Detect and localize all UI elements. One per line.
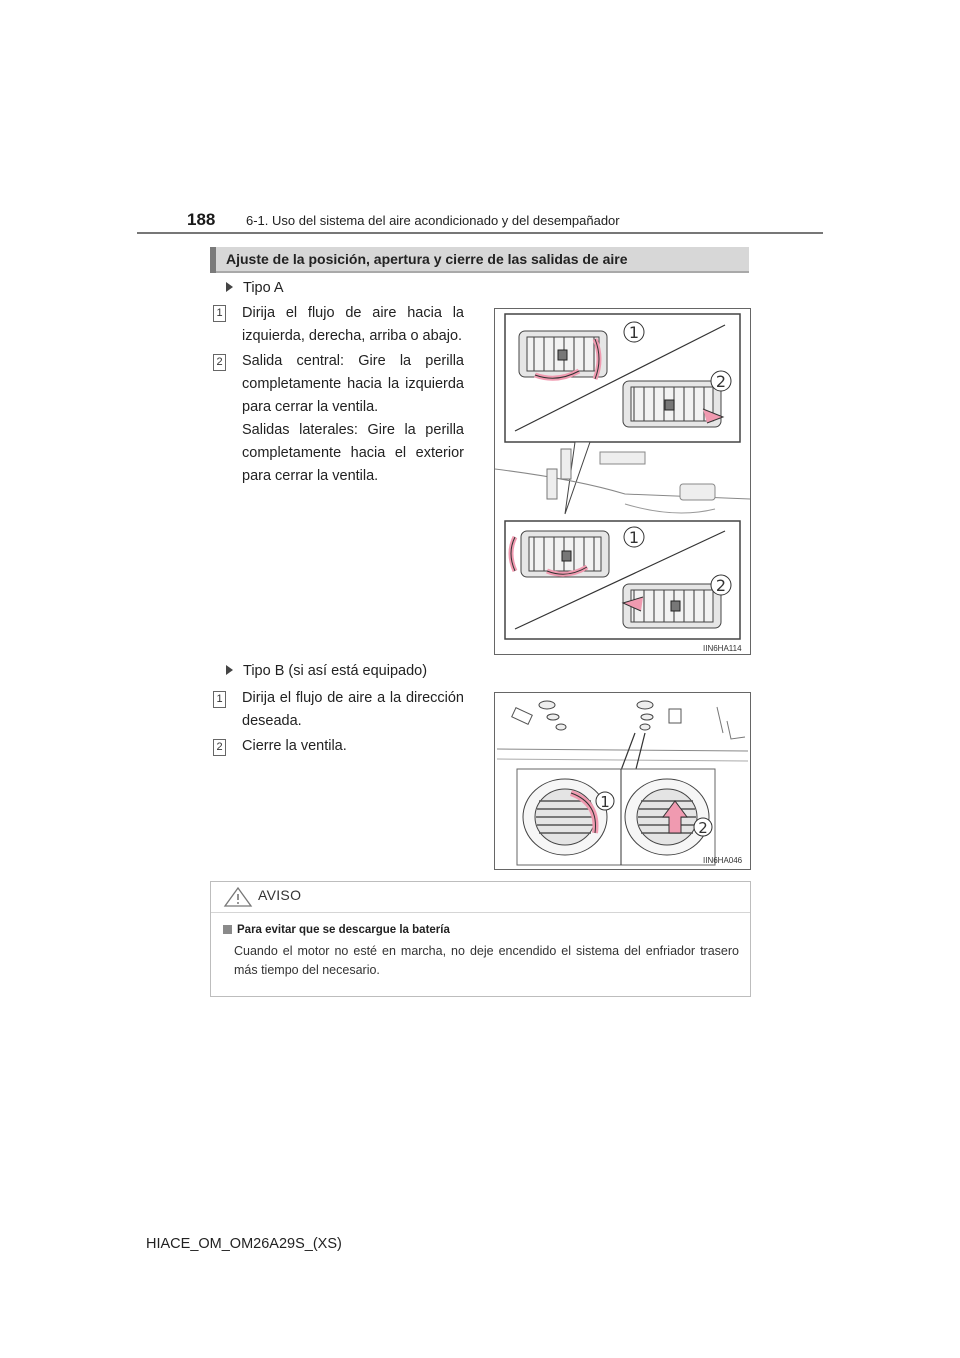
notice-header	[211, 882, 750, 913]
section-heading-bar	[210, 247, 216, 273]
square-bullet-icon	[223, 925, 232, 934]
page-number: 188	[187, 210, 216, 229]
notice-item-title-text: Para evitar que se descargue la batería	[237, 924, 450, 936]
type-a-label	[226, 280, 284, 296]
figure-code: IIN6HA046	[703, 856, 743, 865]
notice-title: AVISO	[258, 887, 302, 903]
type-a-label-text: Tipo A	[243, 280, 284, 296]
bullet-triangle-icon	[226, 282, 233, 292]
vent-illustration-type-b	[494, 692, 751, 870]
figure-code: IIN6HA114	[703, 644, 742, 653]
callout-2: 2	[715, 576, 727, 595]
type-a-step-1	[242, 302, 464, 348]
notice-item-title	[223, 924, 450, 936]
type-a-step-1-text: Dirija el flujo de aire hacia la izquierda, derecha, arriba o abajo.	[242, 305, 464, 344]
warning-triangle-icon	[223, 886, 253, 908]
type-b-label	[226, 663, 427, 679]
model-code: HIACE_OM_OM26A29S_(XS)	[146, 1236, 342, 1252]
callout-1: 1	[628, 528, 640, 547]
step-number: 1	[213, 691, 226, 708]
type-a-step-2-text-2: Salidas laterales: Gire la perilla completamente hacia el exterior para cerrar la ventila.	[242, 422, 464, 484]
callout-1: 1	[628, 323, 640, 342]
type-b-step-1	[242, 687, 464, 733]
header-divider	[137, 232, 823, 234]
type-b-step-2	[242, 735, 464, 758]
type-b-step-1-text: Dirija el flujo de aire a la dirección deseada.	[242, 690, 464, 729]
type-b-step-2-text: Cierre la ventila.	[242, 738, 347, 754]
notice-box	[210, 881, 751, 997]
section-heading-text: Ajuste de la posición, apertura y cierre de las salidas de aire	[226, 251, 628, 267]
notice-item-body: Cuando el motor no esté en marcha, no deje encendido el sistema del enfriador trasero más tiempo del necesario.	[234, 944, 739, 977]
callout-2: 2	[698, 819, 708, 837]
type-a-step-2-text: Salida central: Gire la perilla completamente hacia la izquierda para cerrar la ventila.	[242, 353, 464, 415]
step-number: 2	[213, 354, 226, 371]
vent-illustration-type-a	[494, 308, 751, 655]
step-number: 1	[213, 305, 226, 322]
chapter-title: 6-1. Uso del sistema del aire acondicionado y del desempañador	[246, 213, 620, 228]
step-number: 2	[213, 739, 226, 756]
callout-2: 2	[715, 372, 727, 391]
bullet-triangle-icon	[226, 665, 233, 675]
type-b-label-text: Tipo B (si así está equipado)	[243, 663, 428, 679]
type-a-step-2	[242, 350, 464, 488]
callout-1: 1	[600, 793, 610, 811]
vent-illustration-type-b-drawing	[495, 693, 750, 869]
vent-illustration-type-a-drawing	[495, 309, 750, 654]
section-heading	[210, 247, 749, 273]
